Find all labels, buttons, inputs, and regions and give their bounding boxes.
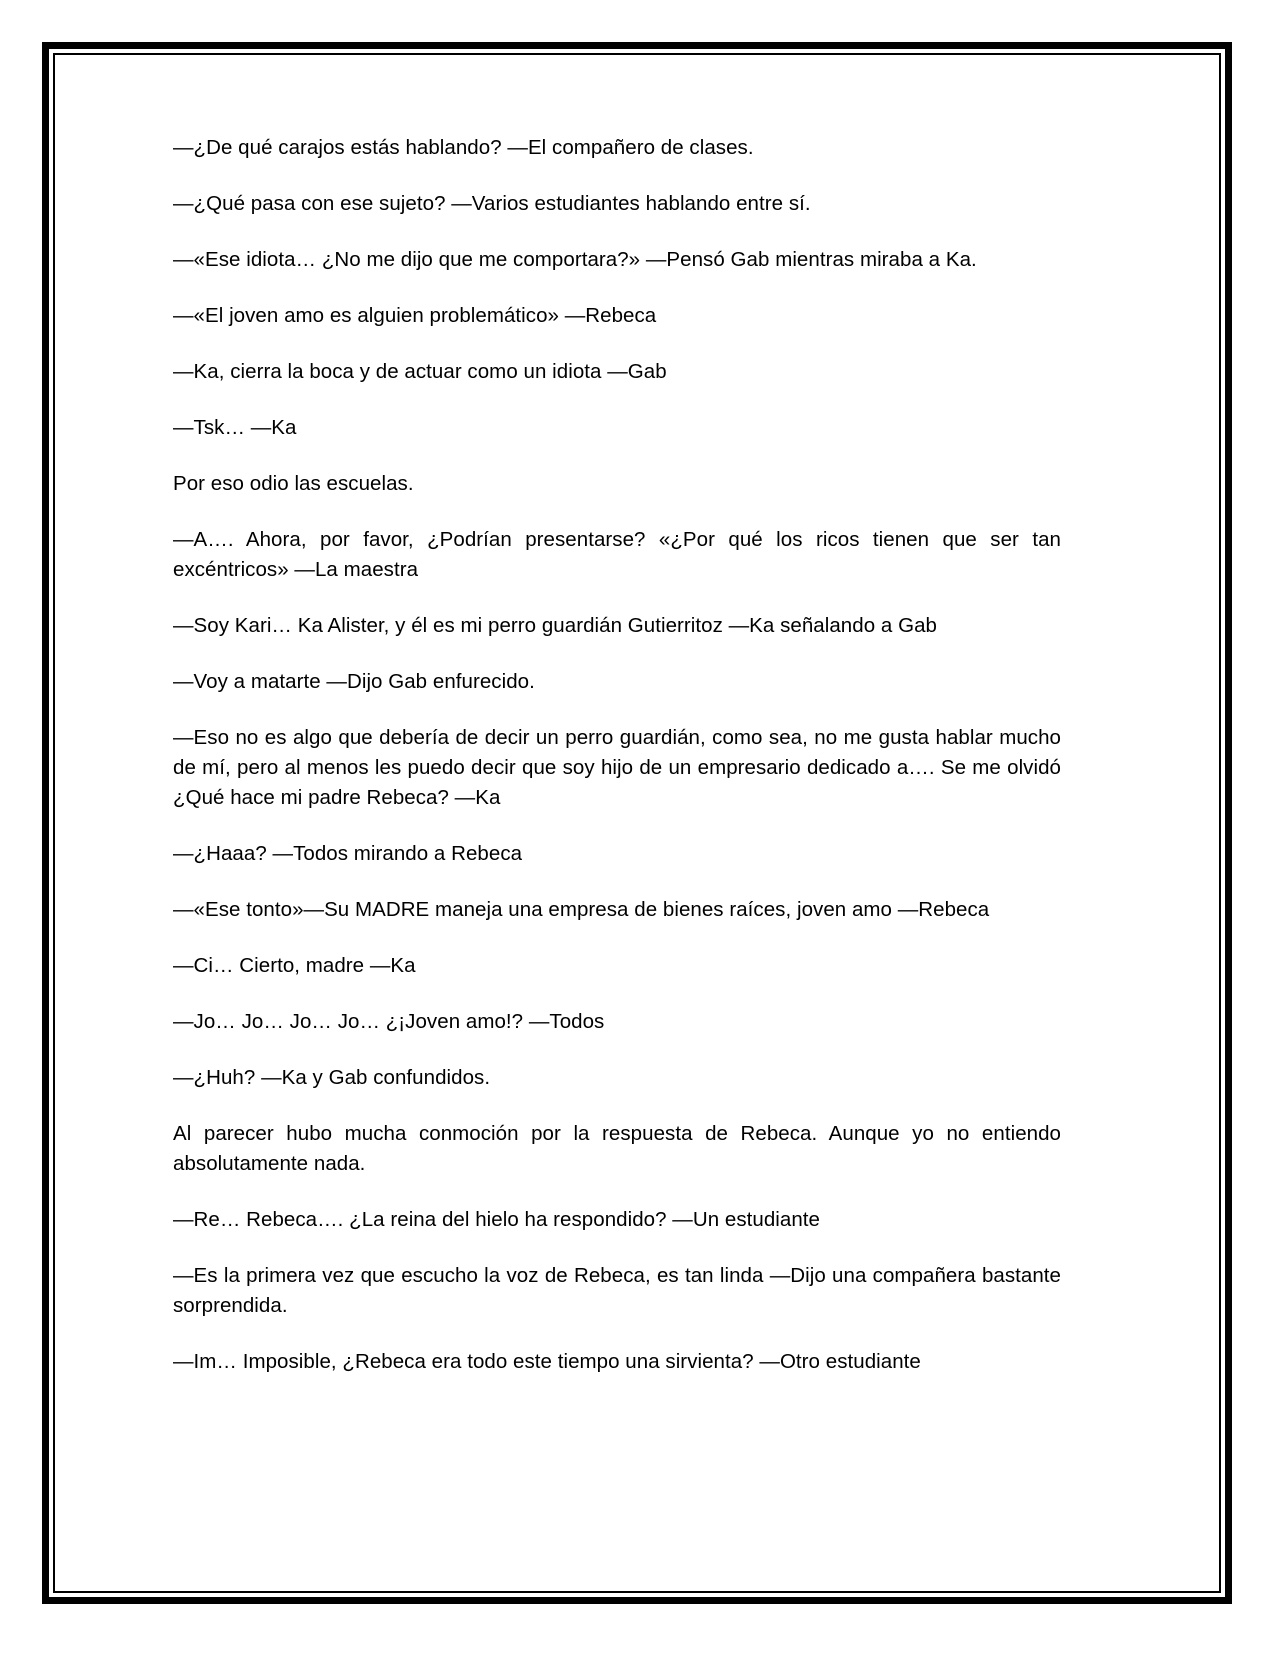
- paragraph: —A…. Ahora, por favor, ¿Podrían presentarse? «¿Por qué los ricos tienen que ser tan excéntricos» —La maestra: [173, 528, 1061, 581]
- paragraph: —¿Huh? —Ka y Gab confundidos.: [173, 1066, 491, 1089]
- paragraph: Por eso odio las escuelas.: [173, 472, 414, 495]
- paragraph: —Es la primera vez que escucho la voz de Rebeca, es tan linda —Dijo una compañera bastante sorprendida.: [173, 1264, 1061, 1317]
- paragraph: —¿Qué pasa con ese sujeto? —Varios estudiantes hablando entre sí.: [173, 192, 811, 215]
- paragraph: —¿Haaa? —Todos mirando a Rebeca: [173, 842, 523, 865]
- paragraph: —«El joven amo es alguien problemático» —Rebeca: [173, 304, 657, 327]
- paragraph: —Im… Imposible, ¿Rebeca era todo este tiempo una sirvienta? —Otro estudiante: [173, 1350, 921, 1373]
- paragraph: —«Ese idiota… ¿No me dijo que me comportara?» —Pensó Gab mientras miraba a Ka.: [173, 248, 977, 271]
- paragraph: —Ka, cierra la boca y de actuar como un idiota —Gab: [173, 360, 667, 383]
- paragraph: —Tsk… —Ka: [173, 416, 297, 439]
- page-border-inner: [53, 53, 1221, 1593]
- paragraph: —Jo… Jo… Jo… Jo… ¿¡Joven amo!? —Todos: [173, 1010, 605, 1033]
- document-body: [173, 133, 1061, 1377]
- paragraph: —Re… Rebeca…. ¿La reina del hielo ha respondido? —Un estudiante: [173, 1208, 820, 1231]
- paragraph: —Ci… Cierto, madre —Ka: [173, 954, 416, 977]
- paragraph: —«Ese tonto»—Su MADRE maneja una empresa de bienes raíces, joven amo —Rebeca: [173, 898, 990, 921]
- paragraph: —Eso no es algo que debería de decir un perro guardián, como sea, no me gusta hablar mucho de mí, pero al menos les puedo decir que soy hijo de un empresario dedicado a…. Se me olvidó ¿Qué hace mi padre Rebeca? —Ka: [173, 726, 1061, 809]
- paragraph: —Soy Kari… Ka Alister, y él es mi perro guardián Gutierritoz —Ka señalando a Gab: [173, 614, 938, 637]
- paragraph: Al parecer hubo mucha conmoción por la respuesta de Rebeca. Aunque yo no entiendo absolutamente nada.: [173, 1122, 1061, 1175]
- paragraph: —¿De qué carajos estás hablando? —El compañero de clases.: [173, 136, 754, 159]
- paragraph: —Voy a matarte —Dijo Gab enfurecido.: [173, 670, 535, 693]
- page-border-outer: [42, 42, 1232, 1604]
